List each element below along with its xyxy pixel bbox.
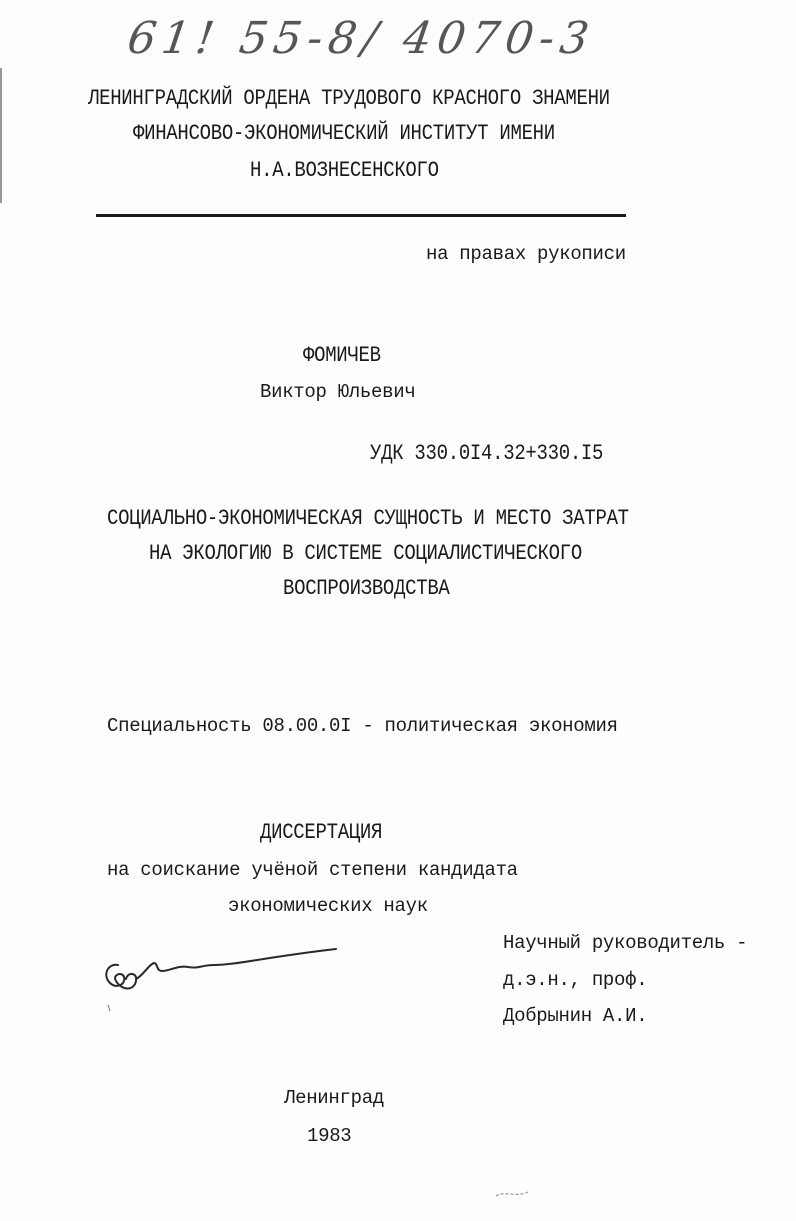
dissertation-heading: ДИССЕРТАЦИЯ [260,819,383,845]
institution-line-1: ЛЕНИНГРАДСКИЙ ОРДЕНА ТРУДОВОГО КРАСНОГО ЗНАМЕНИ [88,85,610,111]
publication-year: 1983 [307,1125,352,1147]
title-line-3: ВОСПРОИЗВОДСТВА [283,575,450,601]
publication-place: Ленинград [284,1087,384,1109]
author-surname: ФОМИЧЕВ [303,342,381,368]
dissertation-field-line: экономических наук [228,895,428,917]
header-divider [96,214,626,217]
pencil-smudge [492,1184,532,1204]
archive-code-handwritten: 61! 55-8/ 4070-3 [124,13,598,64]
author-signature [96,935,346,1015]
supervisor-name: Добрынин А.И. [503,1005,648,1027]
rights-note: на правах рукописи [426,243,626,265]
institution-line-2: ФИНАНСОВО-ЭКОНОМИЧЕСКИЙ ИНСТИТУТ ИМЕНИ [133,120,555,146]
supervisor-role: Научный руководитель - [503,932,748,954]
dissertation-degree-line: на соискание учёной степени кандидата [107,859,518,881]
institution-line-3: Н.А.ВОЗНЕСЕНСКОГО [250,157,439,183]
specialty: Специальность 08.00.0I - политическая экономия [107,715,618,737]
supervisor-degree: д.э.н., проф. [503,969,648,991]
margin-mark [0,68,2,203]
author-given-names: Виктор Юльевич [260,381,416,403]
title-line-2: НА ЭКОЛОГИЮ В СИСТЕМЕ СОЦИАЛИСТИЧЕСКОГО [149,540,582,566]
title-line-1: СОЦИАЛЬНО-ЭКОНОМИЧЕСКАЯ СУЩНОСТЬ И МЕСТО ЗАТРАТ [107,505,629,531]
udc-code: УДК 330.0I4.32+330.I5 [370,440,604,466]
